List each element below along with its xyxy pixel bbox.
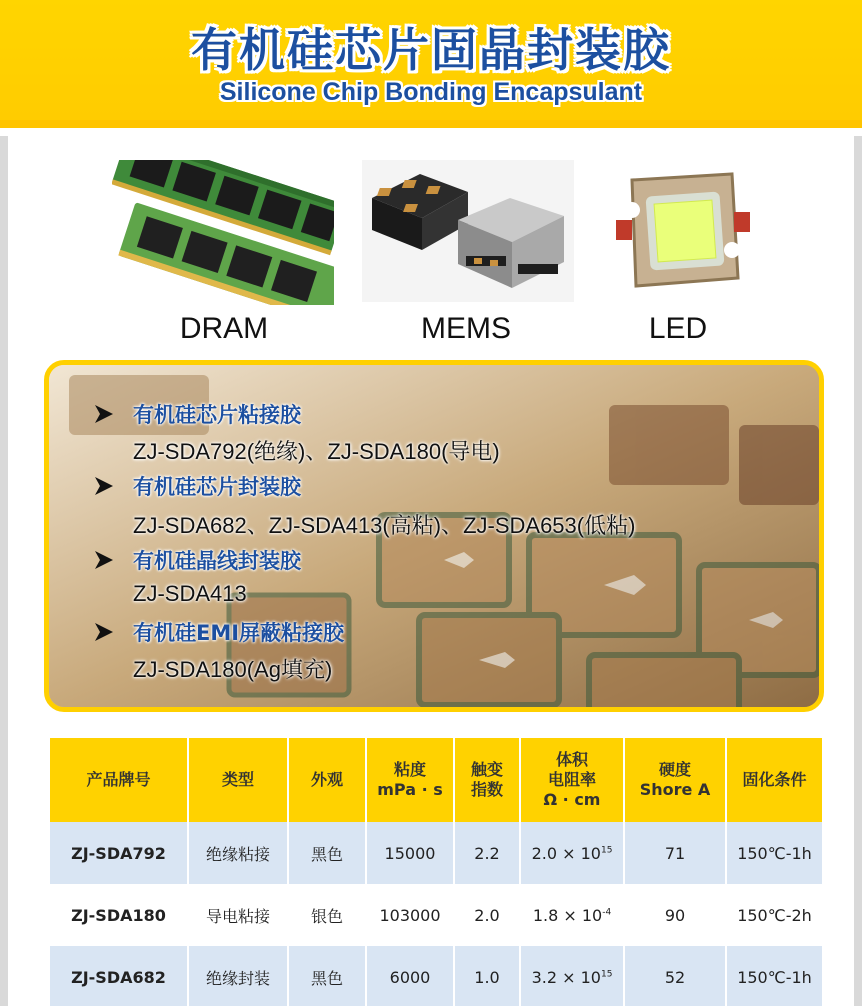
cell-appearance: 银色 — [288, 884, 366, 946]
spec-table — [50, 738, 822, 1006]
cell-appearance: 黑色 — [288, 822, 366, 884]
arrow-bullet-icon — [93, 549, 115, 571]
col-header-type: 类型 — [188, 738, 288, 822]
left-border — [0, 136, 8, 1006]
header-banner — [0, 0, 862, 128]
col-header-cure: 固化条件 — [726, 738, 822, 822]
table-row — [50, 822, 822, 884]
cell-appearance: 黑色 — [288, 946, 366, 1006]
cell-model: ZJ-SDA682 — [50, 946, 188, 1006]
cell-thixotropy: 2.0 — [454, 884, 520, 946]
arrow-bullet-icon — [93, 475, 115, 497]
product-label-mems: MEMS — [421, 312, 511, 345]
led-image — [612, 160, 752, 300]
feature-title-3: 有机硅晶线封装胶 — [133, 549, 301, 573]
cell-type: 导电粘接 — [188, 884, 288, 946]
product-label-led: LED — [648, 312, 708, 345]
feature-panel — [44, 360, 824, 712]
cell-hardness: 90 — [624, 884, 726, 946]
feature-title-1: 有机硅芯片粘接胶 — [133, 403, 301, 427]
arrow-bullet-icon — [93, 621, 115, 643]
cell-viscosity: 103000 — [366, 884, 454, 946]
col-header-viscosity: 粘度 mPa · s — [366, 738, 454, 822]
cell-type: 绝缘粘接 — [188, 822, 288, 884]
table-row — [50, 884, 822, 946]
feature-title-2: 有机硅芯片封装胶 — [133, 475, 301, 499]
col-header-appearance: 外观 — [288, 738, 366, 822]
cell-viscosity: 15000 — [366, 822, 454, 884]
cell-type: 绝缘封装 — [188, 946, 288, 1006]
cell-resistivity: $3.2 \times 10^{15}$ — [520, 946, 624, 1006]
cell-cure: 150℃-1h — [726, 822, 822, 884]
cell-resistivity: $1.8 \times 10^{-4}$ — [520, 884, 624, 946]
cell-resistivity: $2.0 \times 10^{15}$ — [520, 822, 624, 884]
cell-cure: 150℃-1h — [726, 946, 822, 1006]
col-header-model: 产品牌号 — [50, 738, 188, 822]
col-header-thixotropy: 触变 指数 — [454, 738, 520, 822]
cell-model: ZJ-SDA792 — [50, 822, 188, 884]
col-header-resistivity: 体积 电阻率 Ω · cm — [520, 738, 624, 822]
mems-image — [362, 160, 574, 302]
cell-cure: 150℃-2h — [726, 884, 822, 946]
cell-hardness: 52 — [624, 946, 726, 1006]
feature-detail-4: ZJ-SDA180(Ag填充) — [133, 657, 333, 682]
feature-detail-1: ZJ-SDA792(绝缘)、ZJ-SDA180(导电) — [133, 439, 500, 464]
table-row — [50, 946, 822, 1006]
col-header-hardness: 硬度 Shore A — [624, 738, 726, 822]
feature-detail-2: ZJ-SDA682、ZJ-SDA413(高粘)、ZJ-SDA653(低粘) — [133, 513, 636, 538]
feature-title-4: 有机硅EMI屏蔽粘接胶 — [133, 621, 345, 645]
cell-thixotropy: 2.2 — [454, 822, 520, 884]
right-border — [854, 136, 862, 1006]
arrow-bullet-icon — [93, 403, 115, 425]
page-subtitle: Silicone Chip Bonding Encapsulant — [219, 78, 643, 106]
cell-model: ZJ-SDA180 — [50, 884, 188, 946]
cell-thixotropy: 1.0 — [454, 946, 520, 1006]
product-label-dram: DRAM — [179, 312, 269, 345]
cell-hardness: 71 — [624, 822, 726, 884]
dram-image — [112, 160, 334, 305]
feature-detail-3: ZJ-SDA413 — [133, 581, 247, 606]
page-title: 有机硅芯片固晶封装胶 — [191, 23, 671, 77]
table-header-row — [50, 738, 822, 822]
cell-viscosity: 6000 — [366, 946, 454, 1006]
